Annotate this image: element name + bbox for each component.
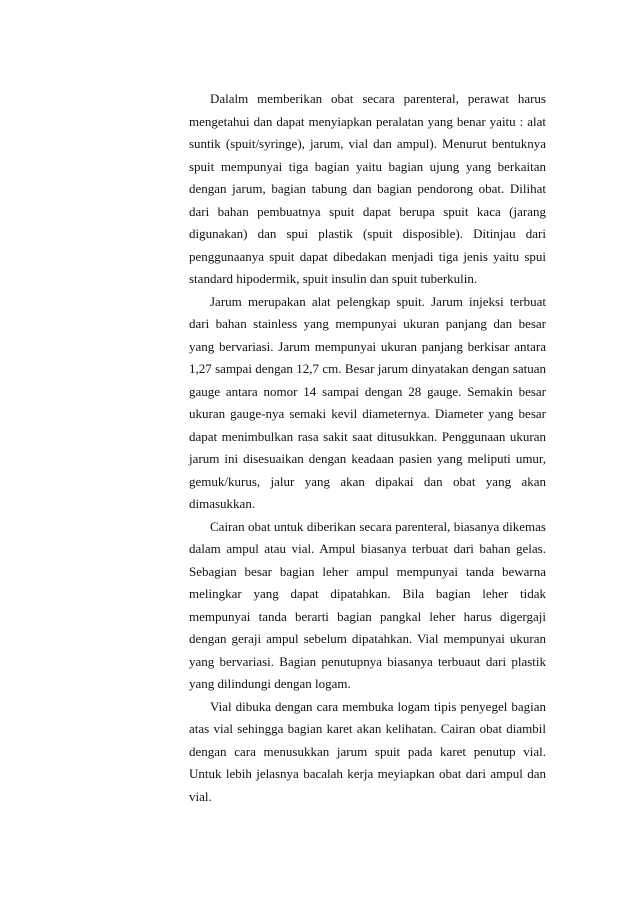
paragraph-cairan-obat: Cairan obat untuk diberikan secara parenteral, biasanya dikemas dalam ampul atau vial. Ampul biasanya terbuat dari bahan gelas. Sebagian besar bagian leher ampul mempunyai tanda bewarna melingkar yang dapat dipatahkan. Bila bagian leher tidak mempunyai tanda berarti bagian pangkal leher harus digergaji dengan geraji ampul sebelum dipatahkan. Vial mempunyai ukuran yang bervariasi. Bagian penutupnya biasanya terbuaut dari plastik yang dilindungi dengan logam. xyxy=(189,518,546,691)
paragraph-jarum: Jarum merupakan alat pelengkap spuit. Jarum injeksi terbuat dari bahan stainless yang mempunyai ukuran panjang dan besar yang bervariasi. Jarum mempunyai ukuran panjang berkisar antara 1,27 sampai dengan 12,7 cm. Besar jarum dinyatakan dengan satuan gauge antara nomor 14 sampai dengan 28 gauge. Semakin besar ukuran gauge-nya semaki kevil diameternya. Diameter yang besar dapat menimbulkan rasa sakit saat ditusukkan. Penggunaan ukuran jarum ini disesuaikan dengan keadaan pasien yang meliputi umur, gemuk/kurus, jalur yang akan dipakai dan obat yang akan dimasukkan. xyxy=(189,293,546,511)
paragraph-vial: Vial dibuka dengan cara membuka logam tipis penyegel bagian atas vial sehingga bagian karet akan kelihatan. Cairan obat diambil dengan cara menusukkan jarum spuit pada karet penutup vial. Untuk lebih jelasnya bacalah kerja meyiapkan obat dari ampul dan vial. xyxy=(189,698,546,804)
body-text xyxy=(189,88,546,808)
paragraph-spuit: Dalalm memberikan obat secara parenteral, perawat harus mengetahui dan dapat menyiapkan peralatan yang benar yaitu : alat suntik (spuit/syringe), jarum, vial dan ampul). Menurut bentuknya spuit mempunyai tiga bagian yaitu bagian ujung yang berkaitan dengan jarum, bagian tabung dan bagian pendorong obat. Dilihat dari bahan pembuatnya spuit dapat berupa spuit kaca (jarang digunakan) dan spui plastik (spuit disposible). Ditinjau dari penggunaanya spuit dapat dibedakan menjadi tiga jenis yaitu spui standard hipodermik, spuit insulin dan spuit tuberkulin. xyxy=(189,91,546,286)
